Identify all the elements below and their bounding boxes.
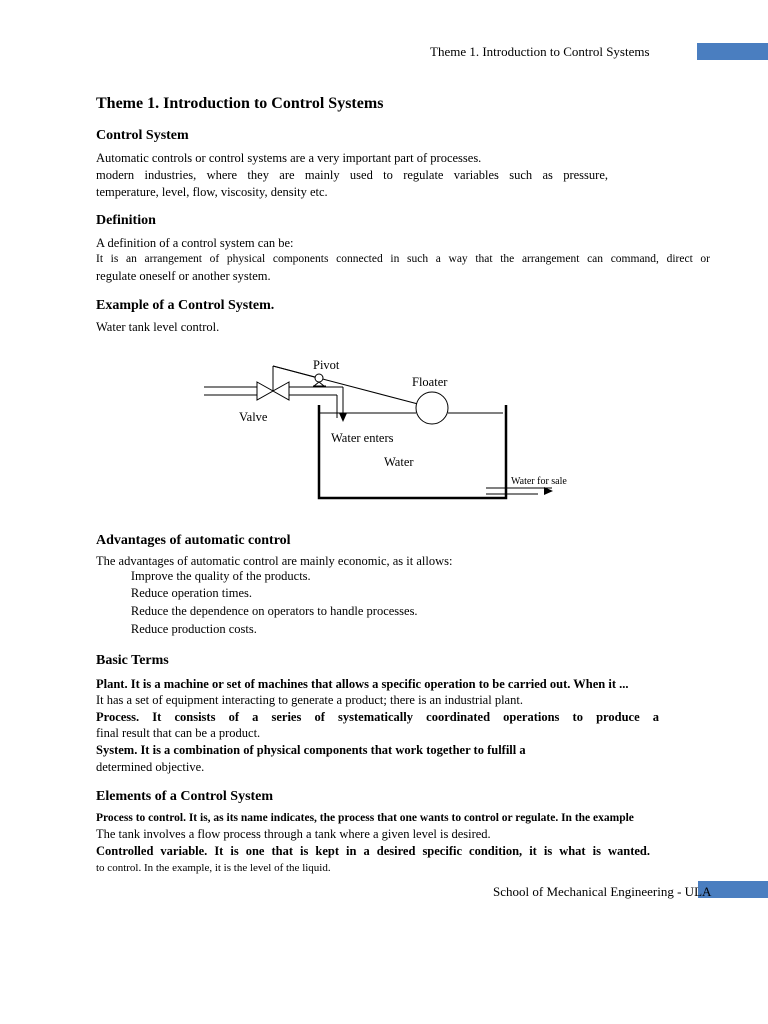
heading-advantages: Advantages of automatic control xyxy=(96,533,291,548)
heading-definition: Definition xyxy=(96,213,156,228)
label-water: Water xyxy=(384,455,414,469)
bullet-icon xyxy=(118,586,128,600)
process-to-control-definition: Process to control. It is, as its name indicates, the process that one wants to control or regulate. In the example xyxy=(96,812,634,824)
process-definition-cont: final result that can be a product. xyxy=(96,726,261,740)
system-definition: System. It is a combination of physical components that work together to fulfill a xyxy=(96,743,526,757)
water-tank-diagram xyxy=(0,340,768,520)
bullet-icon xyxy=(118,604,128,618)
definition-line-1: A definition of a control system can be: xyxy=(96,236,294,250)
advantage-item: Improve the quality of the products. xyxy=(118,569,298,583)
system-definition-cont: determined objective. xyxy=(96,760,205,774)
heading-elements: Elements of a Control System xyxy=(96,789,274,804)
label-valve: Valve xyxy=(239,410,268,424)
floater-icon xyxy=(416,392,448,424)
page-title: Theme 1. Introduction to Control Systems xyxy=(96,95,384,112)
definition-line-2: It is an arrangement of physical components connected in such a way that the arrangement can command, direct or xyxy=(96,253,710,265)
definition-line-3: regulate oneself or another system. xyxy=(96,269,271,283)
controlled-variable-definition: Controlled variable. It is one that is kept in a desired specific condition, it is what is wanted. xyxy=(96,844,650,858)
label-floater: Floater xyxy=(412,375,448,389)
process-to-control-cont: The tank involves a flow process through a tank where a given level is desired. xyxy=(96,827,491,841)
label-water-for-sale: Water for sale xyxy=(511,476,567,487)
advantage-item: Reduce the dependence on operators to handle processes. xyxy=(118,604,405,618)
heading-control-system: Control System xyxy=(96,128,189,143)
control-system-line-2: modern industries, where they are mainly used to regulate variables such as pressure, xyxy=(96,168,608,182)
running-header: Theme 1. Introduction to Control Systems xyxy=(430,44,650,59)
plant-definition-cont: It has a set of equipment interacting to generate a product; there is an industrial plant. xyxy=(96,693,523,707)
valve-icon xyxy=(257,366,289,400)
footer-text: School of Mechanical Engineering - ULA xyxy=(493,884,712,899)
pivot-icon xyxy=(313,374,326,386)
heading-example: Example of a Control System. xyxy=(96,298,275,313)
control-system-line-3: temperature, level, flow, viscosity, density etc. xyxy=(96,185,328,199)
tank-outline xyxy=(319,405,506,498)
control-system-line-1: Automatic controls or control systems are a very important part of processes. xyxy=(96,151,482,165)
process-definition: Process. It consists of a series of systematically coordinated operations to produce a xyxy=(96,710,659,724)
label-water-enters: Water enters xyxy=(331,431,394,445)
header-accent-bar xyxy=(697,43,768,60)
label-pivot: Pivot xyxy=(313,358,340,372)
inflow-arrow-icon xyxy=(339,413,347,422)
plant-definition: Plant. It is a machine or set of machines that allows a specific operation to be carried out. When it ... xyxy=(96,677,629,691)
example-line-1: Water tank level control. xyxy=(96,320,220,334)
controlled-variable-cont: to control. In the example, it is the level of the liquid. xyxy=(96,862,331,874)
advantages-intro: The advantages of automatic control are mainly economic, as it allows: xyxy=(96,554,453,568)
advantage-item: Reduce operation times. xyxy=(118,586,240,600)
advantage-item: Reduce production costs. xyxy=(118,622,245,636)
heading-basic-terms: Basic Terms xyxy=(96,653,169,668)
bullet-icon xyxy=(118,569,128,583)
bullet-icon xyxy=(118,622,128,636)
